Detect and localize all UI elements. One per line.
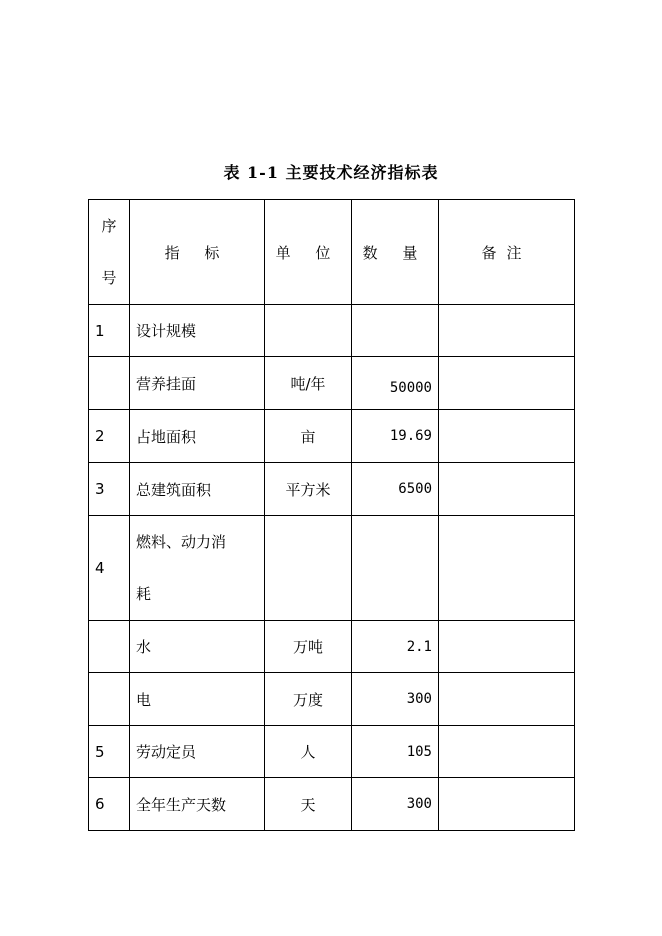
- unit-cell: [265, 516, 352, 621]
- quantity-cell: 50000: [352, 357, 439, 410]
- economic-indicators-table: [88, 199, 575, 831]
- remark-cell: [439, 463, 575, 516]
- table-row: [89, 516, 575, 621]
- remark-cell: [439, 778, 575, 831]
- table-row: [89, 305, 575, 357]
- indicator-cell: 全年生产天数: [130, 778, 265, 831]
- remark-cell: [439, 305, 575, 357]
- seq-cell: 3: [89, 463, 130, 516]
- unit-cell: 万度: [265, 673, 352, 726]
- table-row: [89, 778, 575, 831]
- indicator-line1: 燃料、动力消: [136, 533, 227, 551]
- table-title: 表 1-1 主要技术经济指标表: [223, 163, 439, 182]
- indicator-line2: 耗: [136, 585, 152, 603]
- remark-cell: [439, 673, 575, 726]
- header-quantity: 数 量: [352, 200, 439, 305]
- unit-cell: 人: [265, 726, 352, 778]
- unit-cell: 天: [265, 778, 352, 831]
- remark-cell: [439, 357, 575, 410]
- seq-cell: [89, 673, 130, 726]
- indicator-cell: [130, 516, 265, 621]
- indicator-cell: 占地面积: [130, 410, 265, 463]
- header-seq-line1: 序: [101, 217, 117, 235]
- header-indicator: 指 标: [130, 200, 265, 305]
- seq-cell: [89, 621, 130, 673]
- table-row: [89, 410, 575, 463]
- unit-cell: 万吨: [265, 621, 352, 673]
- unit-cell: 吨/年: [265, 357, 352, 410]
- quantity-cell: 105: [352, 726, 439, 778]
- table-row: [89, 726, 575, 778]
- remark-cell: [439, 726, 575, 778]
- seq-cell: 6: [89, 778, 130, 831]
- unit-cell: 平方米: [265, 463, 352, 516]
- header-remark: 备注: [439, 200, 575, 305]
- indicator-cell: 水: [130, 621, 265, 673]
- table-row: [89, 673, 575, 726]
- indicator-cell: 电: [130, 673, 265, 726]
- unit-cell: [265, 305, 352, 357]
- quantity-cell: 2.1: [352, 621, 439, 673]
- indicator-cell: 劳动定员: [130, 726, 265, 778]
- seq-cell: 2: [89, 410, 130, 463]
- quantity-cell: [352, 516, 439, 621]
- quantity-cell: [352, 305, 439, 357]
- table-row: [89, 357, 575, 410]
- quantity-cell: 300: [352, 673, 439, 726]
- remark-cell: [439, 516, 575, 621]
- remark-cell: [439, 410, 575, 463]
- quantity-cell: 300: [352, 778, 439, 831]
- indicator-cell: 总建筑面积: [130, 463, 265, 516]
- seq-cell: 4: [89, 516, 130, 621]
- seq-cell: 5: [89, 726, 130, 778]
- seq-cell: 1: [89, 305, 130, 357]
- header-unit: 单 位: [265, 200, 352, 305]
- quantity-cell: 6500: [352, 463, 439, 516]
- header-seq: [89, 200, 130, 305]
- unit-cell: 亩: [265, 410, 352, 463]
- table-row: [89, 621, 575, 673]
- remark-cell: [439, 621, 575, 673]
- indicator-cell: 设计规模: [130, 305, 265, 357]
- seq-cell: [89, 357, 130, 410]
- indicator-cell: 营养挂面: [130, 357, 265, 410]
- table-row: [89, 463, 575, 516]
- header-seq-line2: 号: [101, 269, 117, 287]
- quantity-cell: 19.69: [352, 410, 439, 463]
- header-row: [89, 200, 575, 305]
